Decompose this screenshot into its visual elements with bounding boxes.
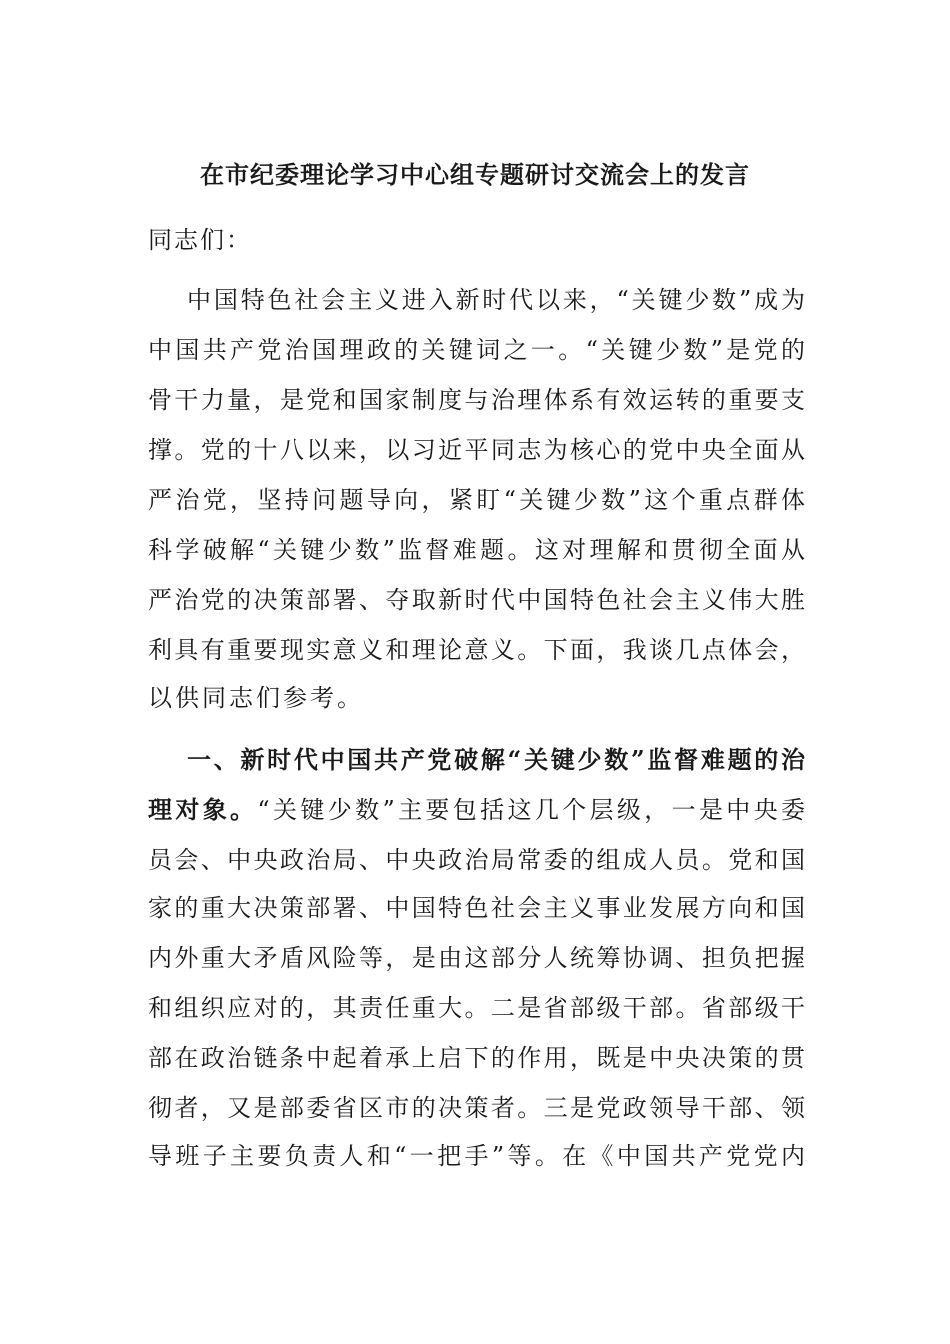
- paragraph-line: 利具有重要现实意义和理论意义。下面，我谈几点体会，: [148, 636, 805, 664]
- paragraph-line: 和组织应对的，其责任重大。二是省部级干部。省部级干: [148, 994, 805, 1022]
- paragraph-line: 严治党，坚持问题导向，紧盯“关键少数”这个重点群体: [148, 486, 805, 514]
- paragraph-line: 彻者，又是部委省区市的决策者。三是党政领导干部、领: [148, 1094, 805, 1122]
- paragraph-line: 撑。党的十八以来，以习近平同志为核心的党中央全面从: [148, 436, 805, 464]
- section-heading-end: 理对象。: [148, 795, 258, 824]
- paragraph-line: 内外重大矛盾风险等，是由这部分人统筹协调、担负把握: [148, 944, 805, 972]
- paragraph-line: 严治党的决策部署、夺取新时代中国特色社会主义伟大胜: [148, 586, 805, 614]
- salutation: 同志们：: [148, 226, 252, 254]
- paragraph-line: 员会、中央政治局、中央政治局常委的组成人员。党和国: [148, 846, 805, 874]
- paragraph-line: 科学破解“关键少数”监督难题。这对理解和贯彻全面从: [148, 536, 805, 564]
- section-heading-continued: [148, 790, 805, 830]
- paragraph-line: 骨干力量，是党和国家制度与治理体系有效运转的重要支: [148, 386, 805, 414]
- paragraph-line: 以供同志们参考。: [148, 684, 364, 712]
- paragraph-line: 中国共产党治国理政的关键词之一。“关键少数”是党的: [148, 336, 805, 364]
- section-heading: 一、新时代中国共产党破解“关键少数”监督难题的治: [187, 745, 805, 774]
- section-text-start: “关键少数”主要包括这几个层级，一是中央委: [257, 796, 805, 824]
- paragraph-line: 中国特色社会主义进入新时代以来，“关键少数”成为: [187, 286, 805, 314]
- document-title: 在市纪委理论学习中心组专题研讨交流会上的发言: [200, 160, 750, 189]
- paragraph-line: 家的重大决策部署、中国特色社会主义事业发展方向和国: [148, 894, 805, 922]
- paragraph-line: 部在政治链条中起着承上启下的作用，既是中央决策的贯: [148, 1044, 805, 1072]
- paragraph-line: 导班子主要负责人和“一把手”等。在《中国共产党党内: [148, 1142, 805, 1170]
